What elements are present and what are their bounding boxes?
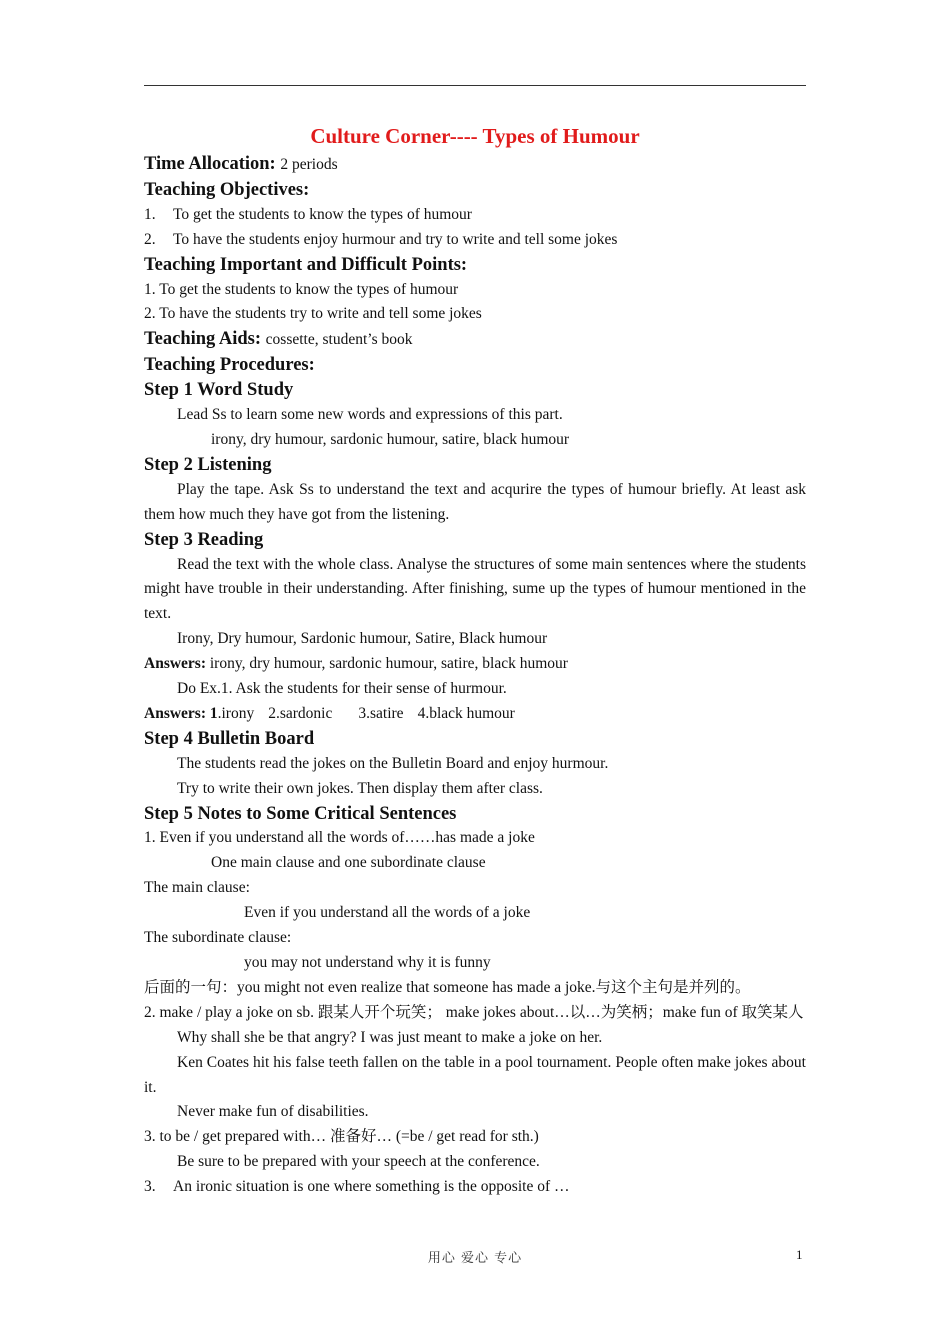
note-1-sub: One main clause and one subordinate clause: [211, 854, 486, 872]
important-point-item: 1. To get the students to know the types of humour: [144, 280, 459, 298]
procedures-heading: Teaching Procedures:: [144, 355, 315, 376]
step3-paragraph: Read the text with the whole class. Analyse the structures of some main sentences where the students might have trouble in their understanding. After finishing, sume up the types of humour mentioned in the text.: [144, 555, 806, 623]
note-2-example: Why shall she be that angry? I was just meant to make a joke on her.: [177, 1028, 603, 1046]
step4-line: Try to write their own jokes. Then display them after class.: [177, 779, 543, 797]
objective-item: 2. To have the students enjoy hurmour and try to write and tell some jokes: [144, 230, 618, 248]
page-number: 1: [796, 1247, 803, 1262]
step2-paragraph: Play the tape. Ask Ss to understand the text and acqurire the types of humour briefly. At least ask them how much they have got from the listening.: [144, 480, 806, 523]
step3-types: Irony, Dry humour, Sardonic humour, Satire, Black humour: [177, 630, 548, 648]
important-point-item: 2. To have the students try to write and tell some jokes: [144, 305, 482, 323]
subordinate-clause-label: The subordinate clause:: [144, 929, 292, 947]
step3-answers-1: Answers: irony, dry humour, sardonic humour, satire, black humour: [144, 655, 568, 673]
document-title: Culture Corner---- Types of Humour: [310, 124, 640, 148]
time-allocation: [144, 152, 806, 178]
step2-heading: Step 2 Listening: [144, 454, 272, 475]
teaching-aids-value: cossette, student’s book: [265, 331, 413, 349]
step4-line: The students read the jokes on the Bulletin Board and enjoy hurmour.: [177, 754, 609, 772]
teaching-aids: [144, 327, 806, 353]
latter-sentence-note: 后面的一句：you might not even realize that someone has made a joke.与这个主句是并列的。: [144, 978, 751, 996]
note-2: 2. make / play a joke on sb. 跟某人开个玩笑； make jokes about…以…为笑柄；make fun of 取笑某人: [144, 1003, 804, 1021]
step1-words: irony, dry humour, sardonic humour, satire, black humour: [211, 430, 570, 448]
time-allocation-value: 2 periods: [280, 156, 338, 173]
step1-heading: Step 1 Word Study: [144, 380, 294, 401]
note-2-example: Never make fun of disabilities.: [177, 1103, 369, 1121]
note-3: 3. to be / get prepared with… 准备好… (=be / get read for sth.): [144, 1128, 539, 1146]
document-body: [144, 120, 806, 1200]
objective-item: 1. To get the students to know the types of humour: [144, 205, 472, 223]
teaching-aids-label: Teaching Aids:: [144, 329, 262, 350]
subordinate-clause-text: you may not understand why it is funny: [244, 954, 491, 971]
main-clause-label: The main clause:: [144, 879, 250, 897]
step3-exercise: Do Ex.1. Ask the students for their sense of hurmour.: [177, 680, 507, 698]
main-clause-text: Even if you understand all the words of a joke: [244, 904, 531, 922]
important-points-heading: Teaching Important and Difficult Points:: [144, 254, 468, 275]
note-1: 1. Even if you understand all the words of……has made a joke: [144, 829, 535, 847]
note-2-example: Ken Coates hit his false teeth fallen on the table in a pool tournament. People often make jokes about it.: [144, 1053, 806, 1096]
objectives-heading: Teaching Objectives:: [144, 179, 310, 200]
note-4: 3. An ironic situation is one where something is the opposite of …: [144, 1178, 570, 1196]
step4-heading: Step 4 Bulletin Board: [144, 728, 315, 749]
header-rule: [144, 85, 806, 86]
step1-line: Lead Ss to learn some new words and expressions of this part.: [177, 406, 563, 424]
note-3-example: Be sure to be prepared with your speech at the conference.: [177, 1153, 540, 1171]
step5-heading: Step 5 Notes to Some Critical Sentences: [144, 803, 457, 824]
time-allocation-label: Time Allocation:: [144, 154, 276, 174]
step3-heading: Step 3 Reading: [144, 529, 264, 550]
step3-answers-2: Answers: 1.irony 2.sardonic 3.satire 4.black humour: [144, 704, 515, 722]
footer-motto: 用心 爱心 专心: [427, 1251, 523, 1266]
